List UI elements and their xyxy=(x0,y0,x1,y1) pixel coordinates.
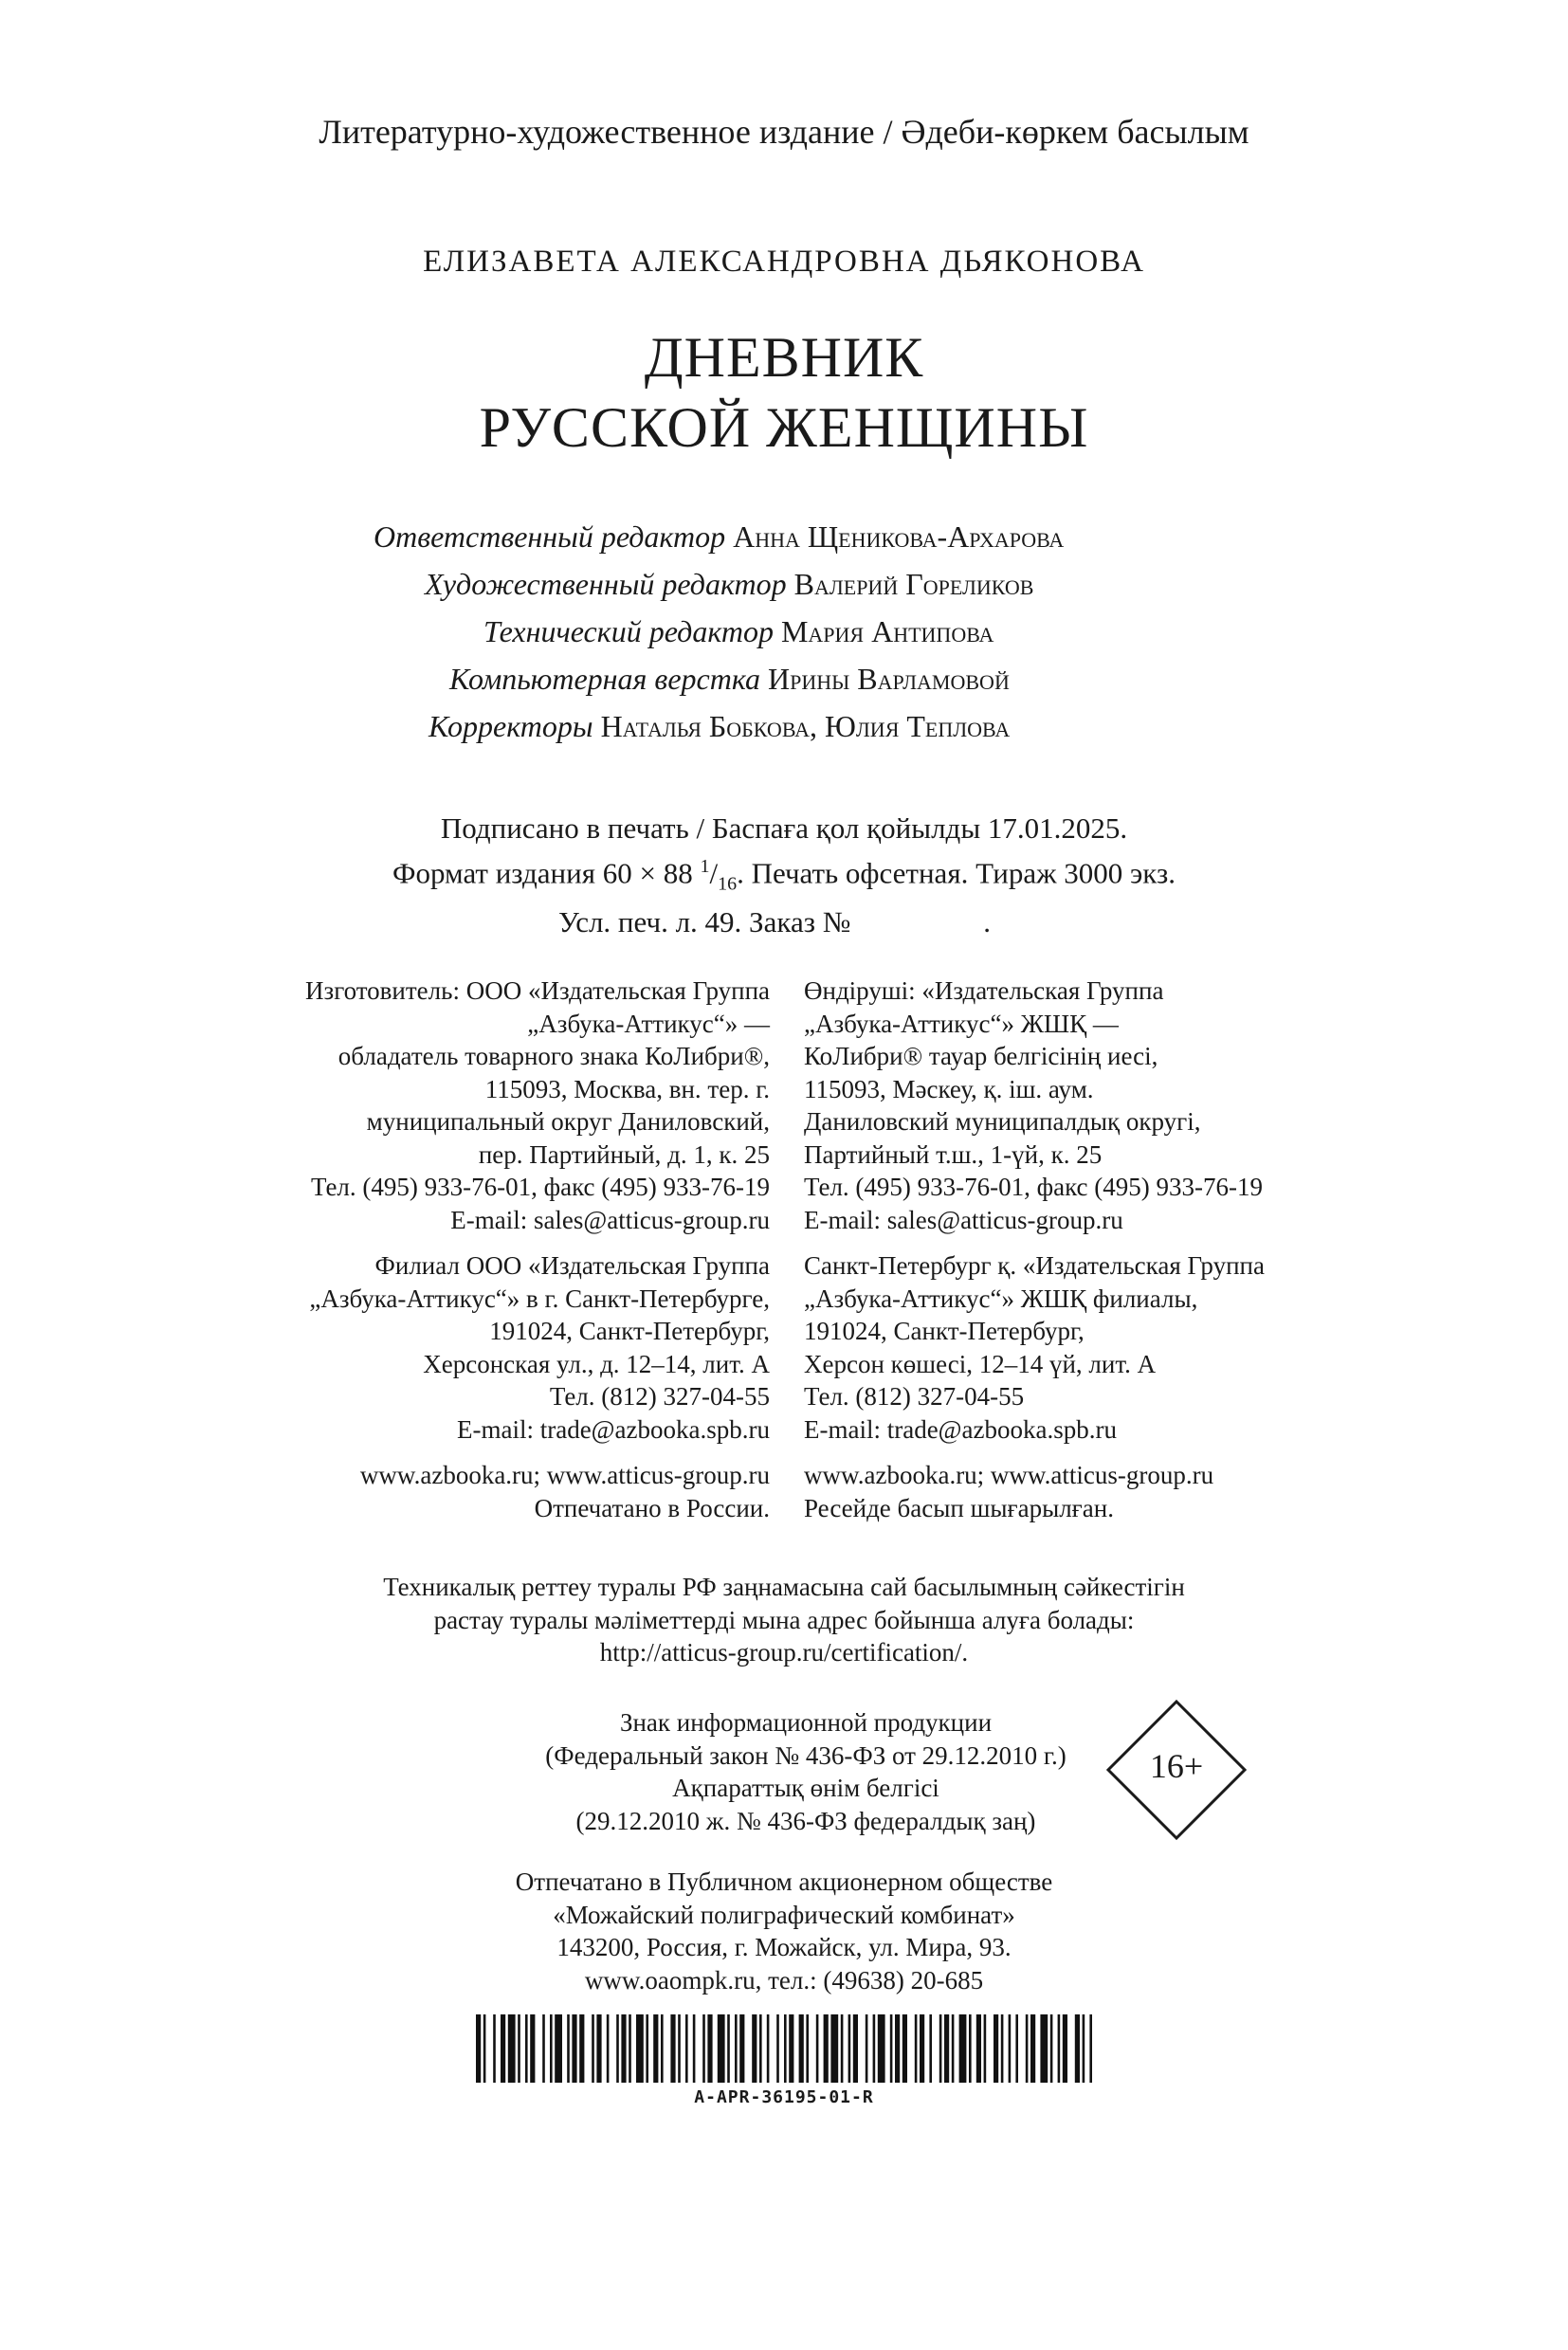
barcode-bar xyxy=(830,2014,838,2083)
block-gap xyxy=(190,1236,770,1249)
barcode-bar xyxy=(621,2014,626,2083)
barcode-bar xyxy=(903,2014,907,2083)
barcode-bar xyxy=(646,2014,648,2083)
sign-line: Знак информационной продукции xyxy=(619,1708,993,1737)
barcode-bar xyxy=(670,2014,675,2083)
credit-line xyxy=(425,567,1033,602)
info-line: E-mail: trade@azbooka.spb.ru xyxy=(457,1414,770,1444)
barcode-bar xyxy=(636,2014,644,2083)
barcode-bar xyxy=(616,2014,619,2083)
credit-name: Анна Щеникова-Архарова xyxy=(733,519,1065,554)
barcode-bar xyxy=(530,2014,535,2083)
info-line: „Азбука-Аттикус“» ЖШҚ филиалы, xyxy=(804,1284,1198,1313)
barcode-bar xyxy=(853,2014,858,2083)
format-prefix: Формат издания 60 × 88 xyxy=(392,856,701,890)
credit-name: Мария Антипова xyxy=(780,614,994,648)
barcode-bar xyxy=(596,2014,601,2083)
info-line: 191024, Санкт-Петербург, xyxy=(804,1317,1085,1345)
info-line: Өндіруші: «Издательская Группа xyxy=(804,976,1164,1005)
info-line: www.azbooka.ru; www.atticus-group.ru xyxy=(804,1461,1214,1489)
info-line: E-mail: sales@atticus-group.ru xyxy=(804,1205,1123,1234)
barcode-bar xyxy=(483,2014,486,2083)
credit-line xyxy=(428,709,1010,744)
info-line: Ресейде басып шығарылған. xyxy=(804,1493,1114,1522)
manufacturer-info-kz xyxy=(804,975,1392,1524)
barcode-bar xyxy=(994,2014,998,2083)
barcode-bar xyxy=(866,2014,868,2083)
order-end: . xyxy=(983,904,992,938)
barcode-bar xyxy=(555,2014,562,2083)
barcode-bar xyxy=(890,2014,893,2083)
certification-note xyxy=(0,1571,1568,1669)
info-line: Даниловский муниципалдық округі, xyxy=(804,1107,1201,1136)
cert-line: Техникалық реттеу туралы РФ заңнамасына сай басылымның сәйкестігін xyxy=(383,1573,1185,1601)
barcode-bar xyxy=(1026,2014,1029,2083)
credit-role: Компьютерная верстка xyxy=(449,662,760,696)
barcode-bar xyxy=(929,2014,932,2083)
barcode xyxy=(476,2014,1092,2083)
book-title xyxy=(0,322,1568,463)
barcode-bar xyxy=(789,2014,793,2083)
info-line: www.azbooka.ru; www.atticus-group.ru xyxy=(359,1461,770,1489)
barcode-label: A-APR-36195-01-R xyxy=(694,2087,874,2107)
cert-line: растау туралы мәліметтерді мына адрес бойынша алуға болады: xyxy=(433,1605,1135,1634)
barcode-bar xyxy=(969,2014,972,2083)
info-line: 115093, Мәскеу, қ. іш. аум. xyxy=(804,1074,1094,1103)
info-line: Филиал ООО «Издательская Группа xyxy=(374,1251,770,1280)
barcode-bar xyxy=(727,2014,730,2083)
title-line-1: ДНЕВНИК xyxy=(644,326,924,389)
barcode-bar xyxy=(718,2014,725,2083)
barcode-bar xyxy=(984,2014,987,2083)
info-line: Партийный т.ш., 1-үй, к. 25 xyxy=(804,1139,1103,1169)
genre-line: Литературно-художественное издание / Әдеби-көркем басылым xyxy=(319,113,1249,151)
barcode-bar xyxy=(759,2014,762,2083)
barcode-bar xyxy=(1063,2014,1067,2083)
barcode-bar xyxy=(525,2014,528,2083)
barcode-bar xyxy=(702,2014,705,2083)
info-line: пер. Партийный, д. 1, к. 25 xyxy=(478,1139,770,1169)
barcode-bar xyxy=(607,2014,610,2083)
printer-info xyxy=(0,1866,1568,1996)
barcode-bar xyxy=(784,2014,787,2083)
format-fraction-den: 16 xyxy=(718,873,738,895)
format-suffix: . Печать офсетная. Тираж 3000 экз. xyxy=(737,856,1176,890)
printer-line: 143200, Россия, г. Можайск, ул. Мира, 93. xyxy=(556,1933,1012,1961)
barcode-bar xyxy=(920,2014,924,2083)
info-line: Тел. (495) 933-76-01, факс (495) 933-76-19 xyxy=(310,1173,770,1201)
barcode-bar xyxy=(542,2014,545,2083)
barcode-bar xyxy=(1040,2014,1048,2083)
barcode-bar xyxy=(1001,2014,1004,2083)
block-gap xyxy=(804,1236,1392,1249)
info-line: Тел. (495) 933-76-01, факс (495) 933-76-19 xyxy=(804,1173,1264,1201)
barcode-bar xyxy=(739,2014,744,2083)
manufacturer-info-ru xyxy=(190,975,770,1524)
barcode-bar xyxy=(550,2014,553,2083)
barcode-bar xyxy=(572,2014,576,2083)
print-info xyxy=(0,810,1568,941)
info-line: Изготовитель: ООО «Издательская Группа xyxy=(305,976,770,1005)
barcode-bar xyxy=(661,2014,664,2083)
barcode-bar xyxy=(816,2014,819,2083)
print-order-line xyxy=(0,903,1568,941)
info-line: 115093, Москва, вн. тер. г. xyxy=(484,1074,770,1103)
barcode-bar xyxy=(841,2014,844,2083)
info-line: „Азбука-Аттикус“» ЖШҚ — xyxy=(804,1009,1119,1038)
barcode-bar xyxy=(1058,2014,1061,2083)
barcode-bar xyxy=(959,2014,967,2083)
info-line: Санкт-Петербург қ. «Издательская Группа xyxy=(804,1251,1265,1280)
block-gap xyxy=(190,1446,770,1459)
credit-line xyxy=(483,614,994,649)
barcode-bar xyxy=(476,2014,481,2083)
barcode-bar xyxy=(1050,2014,1053,2083)
barcode-bar xyxy=(1009,2014,1012,2083)
barcode-bar xyxy=(1030,2014,1035,2083)
printer-line: Отпечатано в Публичном акционерном обществе xyxy=(515,1867,1053,1896)
info-line: „Азбука-Аттикус“» — xyxy=(527,1009,770,1038)
barcode-bar xyxy=(1075,2014,1080,2083)
barcode-bar xyxy=(1015,2014,1018,2083)
barcode-bar xyxy=(752,2014,757,2083)
title-line-2: РУССКОЙ ЖЕНЩИНЫ xyxy=(479,396,1089,459)
credit-name: Наталья Бобкова, Юлия Теплова xyxy=(600,709,1011,743)
info-line: муниципальный округ Даниловский, xyxy=(366,1107,770,1136)
info-line: 191024, Санкт-Петербург, xyxy=(489,1317,770,1345)
age-rating: 16+ xyxy=(1149,1747,1204,1785)
author-name: ЕЛИЗАВЕТА АЛЕКСАНДРОВНА ДЬЯКОНОВА xyxy=(423,245,1145,279)
credit-role: Корректоры xyxy=(428,709,593,743)
barcode-bar xyxy=(508,2014,516,2083)
block-gap xyxy=(804,1446,1392,1459)
barcode-bar xyxy=(944,2014,949,2083)
info-line: Отпечатано в России. xyxy=(534,1493,770,1522)
barcode-bar xyxy=(678,2014,681,2083)
barcode-bar xyxy=(878,2014,885,2083)
barcode-bar xyxy=(735,2014,738,2083)
barcode-bar xyxy=(976,2014,981,2083)
barcode-bar xyxy=(592,2014,594,2083)
barcode-bar xyxy=(707,2014,712,2083)
barcode-bar xyxy=(806,2014,809,2083)
credit-role: Ответственный редактор xyxy=(374,519,726,554)
info-line: E-mail: trade@azbooka.spb.ru xyxy=(804,1414,1117,1444)
sign-line: Ақпараттық өнім белгісі xyxy=(672,1774,939,1802)
info-product-sign xyxy=(474,1706,1138,1837)
barcode-bar xyxy=(567,2014,570,2083)
barcode-bar xyxy=(952,2014,955,2083)
barcode-bar xyxy=(579,2014,584,2083)
order-label: Усл. печ. л. 49. Заказ № xyxy=(557,904,851,938)
sign-line: (29.12.2010 ж. № 436-ФЗ федералдық заң) xyxy=(575,1806,1036,1835)
barcode-bar xyxy=(518,2014,520,2083)
info-line: обладатель товарного знака КоЛибри®, xyxy=(337,1042,770,1070)
barcode-bar xyxy=(493,2014,496,2083)
credit-line xyxy=(449,662,1010,697)
info-line: Херсонская ул., д. 12–14, лит. А xyxy=(423,1349,770,1378)
barcode-bar xyxy=(1083,2014,1085,2083)
barcode-bar xyxy=(848,2014,851,2083)
barcode-bar xyxy=(873,2014,876,2083)
barcode-bar xyxy=(776,2014,779,2083)
barcode-bar xyxy=(767,2014,770,2083)
credit-name: Ирины Варламовой xyxy=(768,662,1010,696)
barcode-bar xyxy=(693,2014,696,2083)
barcode-bar xyxy=(1089,2014,1092,2083)
print-signed-line: Подписано в печать / Баспаға қол қойылды 17.01.2025. xyxy=(440,811,1128,845)
sign-line: (Федеральный закон № 436-ФЗ от 29.12.2010 г.) xyxy=(545,1740,1067,1770)
credit-line xyxy=(374,519,1064,555)
barcode-bar xyxy=(895,2014,900,2083)
barcode-bar xyxy=(939,2014,942,2083)
barcode-bar xyxy=(501,2014,505,2083)
print-format-line: Формат издания 60 × 88 $^1/_{16}$. Печать офсетная. Тираж 3000 экз. xyxy=(392,856,1176,895)
barcode-bar xyxy=(799,2014,804,2083)
info-line: Тел. (812) 327-04-55 xyxy=(804,1382,1025,1411)
info-line: Тел. (812) 327-04-55 xyxy=(549,1382,770,1411)
info-line: „Азбука-Аттикус“» в г. Санкт-Петербурге, xyxy=(309,1284,770,1313)
barcode-bar xyxy=(685,2014,688,2083)
printer-line: «Можайский полиграфический комбинат» xyxy=(553,1900,1015,1929)
info-line: Херсон көшесі, 12–14 үй, лит. А xyxy=(804,1349,1157,1378)
barcode-bar xyxy=(653,2014,658,2083)
info-line: E-mail: sales@atticus-group.ru xyxy=(450,1205,770,1234)
barcode-bar xyxy=(629,2014,631,2083)
credit-name: Валерий Гореликов xyxy=(793,567,1034,601)
barcode-bar xyxy=(915,2014,918,2083)
credit-role: Технический редактор xyxy=(483,614,774,648)
format-fraction-num: 1 xyxy=(700,856,710,877)
cert-url: http://atticus-group.ru/certification/. xyxy=(599,1638,969,1667)
credit-role: Художественный редактор xyxy=(425,567,787,601)
barcode-bar xyxy=(824,2014,829,2083)
info-line: КоЛибри® тауар белгісінің иесі, xyxy=(804,1042,1158,1070)
printer-line: www.oaompk.ru, тел.: (49638) 20-685 xyxy=(584,1965,984,1995)
